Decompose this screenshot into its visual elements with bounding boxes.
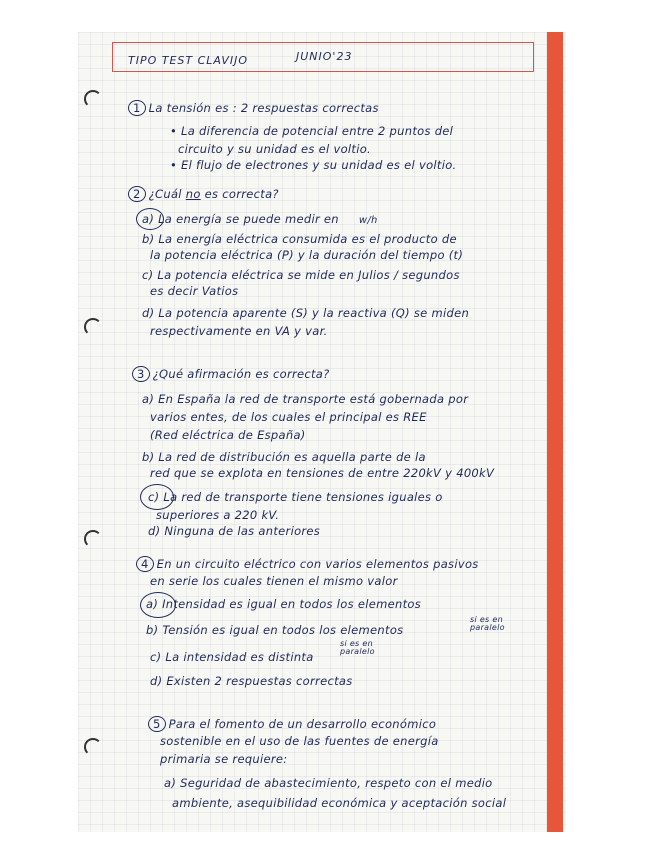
q4-option-a: a) Intensidad es igual en todos los elementos [146,597,422,611]
q4-option-c: c) La intensidad es distinta [150,650,314,664]
sheet-title: TIPO TEST CLAVIJO [128,54,249,67]
q5-option-a-cont: ambiente, asequibilidad económica y aceptación social [172,796,507,810]
q3-option-a: a) En España la red de transporte está gobernada por [142,392,469,406]
question-number: 3 [132,366,150,382]
question-5 [148,716,436,732]
margin-note: si es en paralelo [470,615,505,632]
question-5-cont2: primaria se requiere: [160,752,288,766]
margin-note: si es en paralelo [340,639,375,656]
q3-option-c-cont: superiores a 220 kV. [156,508,280,522]
q3-option-b-cont: red que se explota en tensiones de entre 220kV y 400kV [150,466,495,480]
question-3 [132,366,330,382]
q4-option-d: d) Existen 2 respuestas correctas [150,674,353,688]
q3-option-a-cont2: (Red eléctrica de España) [150,428,306,442]
question-text: Para el fomento de un desarrollo económico [168,717,437,731]
q1-bullet-2: • El flujo de electrones y su unidad es el voltio. [170,158,457,172]
question-4 [136,556,479,572]
negation-underlined: no [185,187,201,201]
binder-ring [84,530,102,548]
q2-option-c: c) La potencia eléctrica se mide en Julios / segundos [142,268,460,282]
q3-option-a-cont: varios entes, de los cuales el principal es REE [150,410,427,424]
unit: w/h [358,215,378,226]
q1-bullet-1: • La diferencia de potencial entre 2 puntos del [170,124,454,138]
q5-option-a: a) Seguridad de abastecimiento, respeto con el medio [164,776,493,790]
question-5-cont: sostenible en el uso de las fuentes de energía [160,734,439,748]
q4-option-b: b) Tensión es igual en todos los elementos [146,623,404,637]
question-number: 2 [128,186,146,202]
q1-bullet-1-cont: circuito y su unidad es el voltio. [178,142,372,156]
q3-option-d: d) Ninguna de las anteriores [148,524,321,538]
binder-ring [84,318,102,336]
q2-option-c-cont: es decir Vatios [150,284,239,298]
q2-option-a: a) La energía se puede medir en w/h [142,212,378,226]
q2-option-b: b) La energía eléctrica consumida es el producto de [142,232,457,246]
margin-red-bar [547,32,563,832]
question-number: 5 [148,716,166,732]
question-text: ¿Qué afirmación es correcta? [152,367,330,381]
q2-option-b-cont: la potencia eléctrica (P) y la duración del tiempo (t) [150,248,464,262]
q3-option-b: b) La red de distribución es aquella parte de la [142,450,426,464]
question-text: La tensión es : 2 respuestas correctas [148,101,379,115]
question-2: 2 ¿Cuál no es correcta? [128,186,279,202]
q3-option-c: c) La red de transporte tiene tensiones iguales o [148,490,443,504]
q2-option-d: d) La potencia aparente (S) y la reactiva (Q) se miden [142,306,470,320]
binder-ring [84,738,102,756]
binder-ring [84,90,102,108]
question-number: 4 [136,556,154,572]
question-number: 1 [128,100,146,116]
sheet-date: JUNIO'23 [296,50,353,63]
q2-option-d-cont: respectivamente en VA y var. [150,324,328,338]
question-text: En un circuito eléctrico con varios elementos pasivos [156,557,479,571]
question-4-cont: en serie los cuales tienen el mismo valor [150,574,398,588]
question-1 [128,100,379,116]
